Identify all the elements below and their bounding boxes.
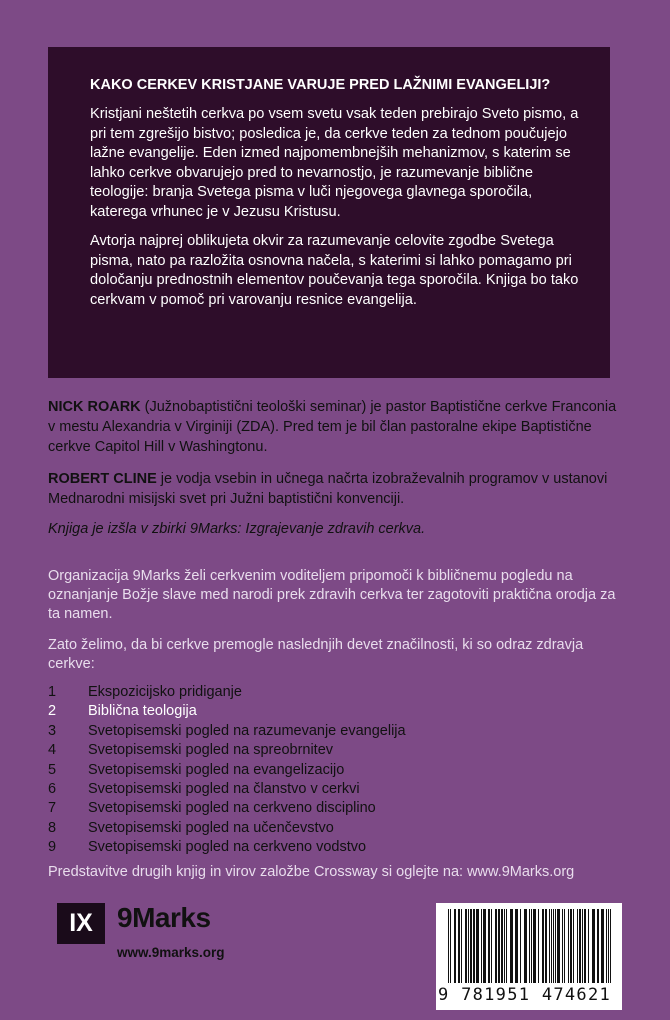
series-note: Knjiga je izšla v zbirki 9Marks: Izgrajevanje zdravih cerkva.: [48, 521, 426, 537]
list-item: [48, 838, 406, 857]
list-item: [48, 683, 406, 702]
list-item: [48, 799, 406, 818]
list-item: [48, 780, 406, 799]
barcode-bar: [524, 909, 527, 983]
barcode-bar: [461, 909, 462, 983]
barcode-bar: [481, 909, 482, 983]
list-item-label: Ekspozicijsko pridiganje: [88, 684, 242, 700]
barcode-bar: [520, 909, 521, 983]
barcode-bar: [515, 909, 518, 983]
barcode-bar: [501, 909, 503, 983]
list-item-label: Svetopisemski pogled na razumevanje evangelija: [88, 722, 406, 739]
list-item-label: Svetopisemski pogled na članstvo v cerkvi: [88, 780, 360, 797]
barcode-bar: [495, 909, 497, 983]
barcode-bar: [608, 909, 609, 983]
barcode-bar: [562, 909, 563, 983]
barcode-bar: [470, 909, 472, 983]
list-item: [48, 741, 406, 760]
list-item-label: Svetopisemski pogled na učenčevstvo: [88, 819, 334, 836]
author-bio-cline: [48, 469, 618, 509]
list-item-label: Svetopisemski pogled na spreobrnitev: [88, 742, 334, 759]
list-item-number: 6: [48, 780, 57, 797]
list-item-label: Svetopisemski pogled na evangelizacijo: [88, 761, 345, 778]
barcode-bar: [573, 909, 574, 983]
barcode-bar: [458, 909, 460, 983]
isbn-number: 9 781951 474621: [438, 985, 612, 1005]
barcode-bar: [588, 909, 589, 983]
barcode-bar: [483, 909, 486, 983]
list-item-label: Biblična teologija: [88, 703, 197, 720]
list-item: [48, 819, 406, 838]
barcode-bar: [568, 909, 569, 983]
barcode-bar: [510, 909, 513, 983]
barcode-bar: [564, 909, 565, 983]
barcode-bar: [465, 909, 467, 983]
brand-name: 9Marks: [117, 902, 211, 933]
barcode-bar: [579, 909, 581, 983]
barcode-bar: [545, 909, 547, 983]
barcode-bar: [584, 909, 586, 983]
barcode-bar: [597, 909, 599, 983]
author-name-roark: NICK ROARK: [48, 399, 141, 415]
barcode-bar: [468, 909, 469, 983]
barcode-bar: [592, 909, 595, 983]
list-item: [48, 722, 406, 741]
list-item-number: 9: [48, 839, 57, 856]
barcode-bar: [454, 909, 456, 983]
barcode-bar: [450, 909, 451, 983]
author-text-roark: (Južnobaptistični teološki seminar) je pastor Baptistične cerkve Franconia v mestu Alexandria v Virginiji (ZDA). Pred tem je bil član pastoralne ekipe Baptistične cerkve Capitol Hill v Washingtonu.: [48, 399, 617, 455]
barcode-bar: [488, 909, 490, 983]
barcode-bar: [601, 909, 604, 983]
barcode-bar: [542, 909, 544, 983]
author-name-cline: ROBERT CLINE: [48, 471, 157, 487]
list-item-label: Svetopisemski pogled na cerkveno disciplino: [88, 800, 376, 817]
author-text-cline: je vodja vsebin in učnega načrta izobraževalnih programov v ustanovi Mednarodni misijski svet pri Južni baptistični konvenciji.: [48, 471, 608, 507]
list-item-number: 3: [48, 722, 57, 739]
barcode-bar: [506, 909, 507, 983]
list-item: [48, 702, 406, 721]
barcode-bar: [557, 909, 560, 983]
barcode-bar: [533, 909, 536, 983]
barcode-bar: [473, 909, 475, 983]
box-paragraph-2: Avtorja najprej oblikujeta okvir za razumevanje celovite zgodbe Svetega pisma, nato pa razložita osnovna načela, s katerimi si lahko pomagamo pri določanju prednostnih elementov poučevanja tega sporočila. Knjiga bo tako cerkvam v pomoč pri varovanju resnice evangelija.: [90, 233, 579, 308]
list-item-number: 7: [48, 800, 57, 817]
list-item-number: 8: [48, 819, 57, 836]
barcode-bar: [577, 909, 578, 983]
barcode: [436, 903, 622, 1010]
box-heading: KAKO CERKEV KRISTJANE VARUJE PRED LAŽNIMI EVANGELIJI?: [90, 77, 551, 93]
barcode-bar: [498, 909, 500, 983]
brand-url: www.9marks.org: [117, 945, 225, 960]
barcode-bar: [553, 909, 554, 983]
nine-marks-list: [48, 683, 406, 858]
barcode-bar: [582, 909, 583, 983]
list-item-number: 5: [48, 761, 57, 778]
description-box: [48, 47, 610, 378]
barcode-bar: [491, 909, 492, 983]
list-item-number: 1: [48, 684, 57, 700]
box-paragraph-1: Kristjani neštetih cerkva po vsem svetu vsak teden prebirajo Sveto pismo, a pri tem zgrešijo bistvo; posledica je, da cerkve teden za tednom poučujejo lažne evangelije. Eden izmed najpomembnejših mehanizmov, s katerim se lahko cerkve obvarujejo pred to nevarnostjo, je razumevanje biblične teologije: branja Svetega pisma v luči njegovega glavnega sporočila, katerega vrhunec je v Jezusu Kristusu.: [90, 106, 579, 220]
author-bio-roark: [48, 397, 618, 457]
barcode-bar: [549, 909, 550, 983]
list-item-number: 4: [48, 742, 57, 759]
barcode-bar: [476, 909, 479, 983]
ix-logo-icon: IX: [57, 903, 105, 944]
barcode-bar: [448, 909, 449, 983]
list-item-number: 2: [48, 703, 57, 720]
footer-note: Predstavitve drugih knjig in virov založbe Crossway si oglejte na: www.9Marks.org: [48, 864, 575, 880]
list-item: [48, 761, 406, 780]
barcode-bar: [610, 909, 611, 983]
barcode-bar: [531, 909, 532, 983]
barcode-bar: [551, 909, 552, 983]
barcode-bar: [538, 909, 539, 983]
barcode-bars-icon: [436, 903, 622, 987]
barcode-bar: [529, 909, 530, 983]
org-paragraph-2: Zato želimo, da bi cerkve premogle naslednjih devet značilnosti, ki so odraz zdravja cerkve:: [48, 637, 584, 672]
barcode-bar: [570, 909, 572, 983]
list-item-label: Svetopisemski pogled na cerkveno vodstvo: [88, 839, 367, 856]
barcode-bar: [504, 909, 505, 983]
org-paragraph-1: Organizacija 9Marks želi cerkvenim voditeljem pripomoči k bibličnemu pogledu na oznanjanje Božje slave med narodi prek zdravih cerkva ter zagotoviti praktična orodja za ta namen.: [48, 568, 616, 622]
barcode-bar: [606, 909, 607, 983]
barcode-bar: [555, 909, 556, 983]
